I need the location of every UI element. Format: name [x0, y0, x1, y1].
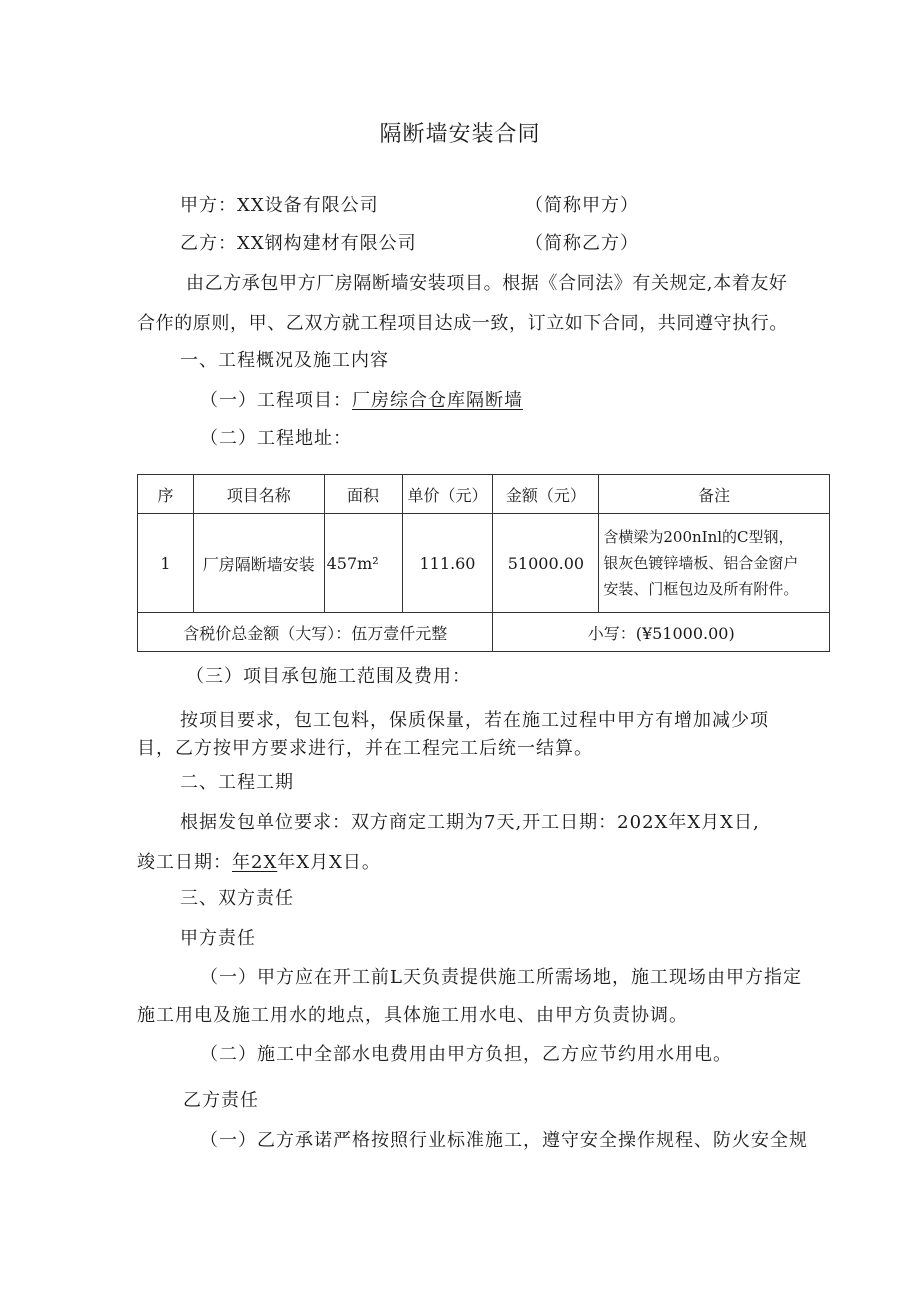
- completion-label: 竣工日期：: [137, 852, 232, 873]
- header-note: 备注: [599, 475, 830, 514]
- cell-area: 457m²: [324, 514, 402, 613]
- cell-amount: 51000.00: [493, 514, 599, 613]
- project-name-label: （一）工程项目：: [200, 390, 352, 411]
- completion-rest: 年X月X日。: [277, 852, 381, 873]
- party-b-duty-1: （一）乙方承诺严格按照行业标准施工，遵守安全操作规程、防火安全规: [200, 1130, 808, 1151]
- header-amount: 金额（元）: [493, 475, 599, 514]
- cell-unit-price: 111.60: [402, 514, 493, 613]
- scope-line-1: 按项目要求，包工包料，保质保量，若在施工过程中甲方有增加减少项: [180, 710, 769, 731]
- party-b-name: XX钢构建材有限公司: [237, 233, 417, 254]
- header-seq: 序: [138, 475, 194, 514]
- party-a-duty-1-line-2: 施工用电及施工用水的地点，具体施工用水电、由甲方负责协调。: [137, 1005, 688, 1026]
- total-lower: 小写：(¥51000.00): [493, 613, 830, 652]
- scope-heading: （三）项目承包施工范围及费用：: [186, 666, 471, 687]
- document-title: 隔断墙安装合同: [379, 122, 541, 147]
- project-name-value: 厂房综合仓库隔断墙: [352, 390, 523, 411]
- header-area: 面积: [324, 475, 402, 514]
- project-name-line: [200, 390, 523, 412]
- cell-seq: 1: [138, 514, 194, 613]
- party-a-name: XX设备有限公司: [237, 195, 379, 216]
- party-a-line: [180, 195, 379, 217]
- total-upper: 含税价总金额（大写）：伍万壹仟元整: [138, 613, 493, 652]
- intro-line-1: 由乙方承包甲方厂房隔断墙安装项目。根据《合同法》有关规定,本着友好: [186, 273, 788, 294]
- table-row: [138, 514, 830, 613]
- cell-name: 厂房隔断墙安装: [193, 514, 324, 613]
- note-line-3: 安装、门框包边及所有附件。: [603, 580, 799, 598]
- note-line-2: 银灰色镀锌墙板、铝合金窗户: [603, 554, 799, 572]
- party-b-duties-heading: 乙方责任: [183, 1090, 259, 1111]
- party-b-abbr: （简称乙方）: [525, 233, 639, 254]
- completion-year: 年2X: [232, 852, 278, 873]
- party-a-duty-1-line-1: （一）甲方应在开工前L天负责提供施工所需场地，施工现场由甲方指定: [200, 967, 802, 988]
- cell-note: [599, 514, 830, 613]
- party-a-duties-heading: 甲方责任: [180, 928, 256, 949]
- schedule-line-1: 根据发包单位要求：双方商定工期为7天,开工日期：202X年X月X日,: [180, 812, 760, 833]
- party-a-abbr: （简称甲方）: [525, 195, 639, 216]
- table-total-row: [138, 613, 830, 652]
- quote-table: [137, 474, 830, 652]
- header-name: 项目名称: [193, 475, 324, 514]
- party-a-label: 甲方：: [180, 195, 237, 216]
- party-b-line: [180, 233, 417, 255]
- section2-heading: 二、工程工期: [180, 772, 294, 793]
- party-a-duty-2: （二）施工中全部水电费用由甲方负担，乙方应节约用水用电。: [200, 1044, 732, 1065]
- project-address-label: （二）工程地址：: [200, 428, 352, 449]
- scope-line-2: 目，乙方按甲方要求进行，并在工程完工后统一结算。: [137, 738, 593, 759]
- party-b-label: 乙方：: [180, 233, 237, 254]
- note-line-1: 含横梁为200nInl的C型钢，: [603, 528, 794, 546]
- schedule-line-2: [137, 852, 381, 874]
- section1-heading: 一、工程概况及施工内容: [180, 350, 389, 371]
- header-unit-price: 单价（元）: [402, 475, 493, 514]
- table-header-row: [138, 475, 830, 514]
- section3-heading: 三、双方责任: [180, 888, 294, 909]
- intro-line-2: 合作的原则，甲、乙双方就工程项目达成一致，订立如下合同，共同遵守执行。: [137, 313, 788, 334]
